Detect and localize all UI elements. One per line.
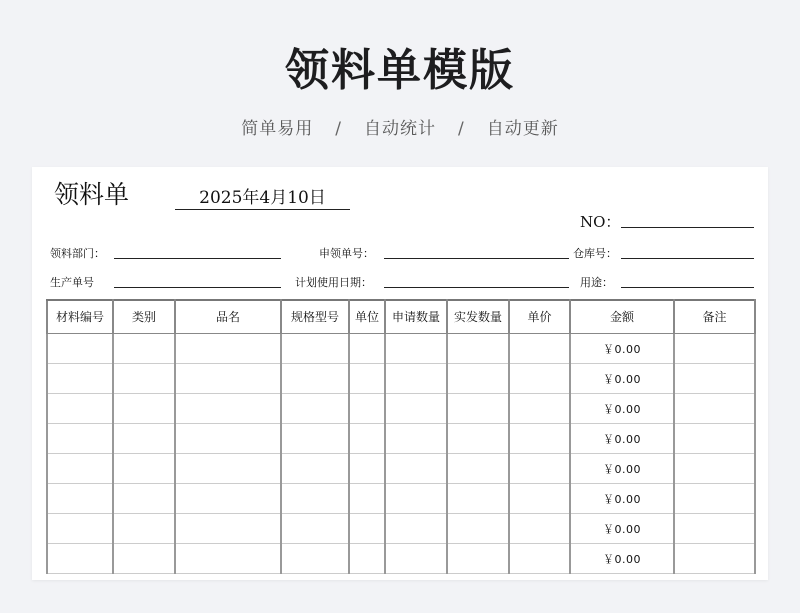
col-header-product-name: 品名 [175,300,281,334]
col-header-remarks: 备注 [674,300,755,334]
table-cell[interactable] [447,334,509,364]
table-cell[interactable] [281,484,349,514]
table-cell[interactable] [175,544,281,574]
table-cell[interactable] [175,484,281,514]
warehouse-field[interactable] [621,258,754,259]
table-cell[interactable] [113,484,175,514]
page-title: 领料单模版 [285,45,515,96]
table-cell[interactable] [113,334,175,364]
form-title: 领料单 [54,180,130,209]
table-cell[interactable] [281,364,349,394]
amount-cell[interactable]: ￥0.00 [570,544,674,574]
table-cell[interactable] [349,454,385,484]
col-header-unit: 单位 [349,300,385,334]
tag-easy-to-use: 简单易用 [241,119,314,139]
form-date[interactable]: 2025年4月10日 [175,183,350,210]
table-cell[interactable] [349,424,385,454]
table-cell[interactable] [349,364,385,394]
table-cell[interactable] [47,364,113,394]
dept-label: 领料部门： [50,247,105,260]
warehouse-label: 仓库号： [573,247,617,260]
table-cell[interactable] [113,364,175,394]
table-cell[interactable] [349,514,385,544]
table-cell[interactable] [509,364,570,394]
table-cell[interactable] [447,424,509,454]
prod-no-label: 生产单号 [50,276,94,289]
amount-cell[interactable]: ￥0.00 [570,394,674,424]
table-cell[interactable] [113,544,175,574]
table-cell[interactable] [447,394,509,424]
form-number-label: NO： [580,213,621,231]
table-cell[interactable] [447,544,509,574]
dept-field[interactable] [114,258,281,259]
tag-auto-update: 自动更新 [486,119,559,139]
table-cell[interactable] [447,514,509,544]
table-row [47,364,755,394]
table-cell[interactable] [175,394,281,424]
table-cell[interactable] [47,424,113,454]
table-cell[interactable] [509,544,570,574]
table-cell[interactable] [509,454,570,484]
table-row [47,544,755,574]
amount-cell[interactable]: ￥0.00 [570,334,674,364]
table-cell[interactable] [447,454,509,484]
col-header-spec-model: 规格型号 [281,300,349,334]
table-cell[interactable] [385,394,447,424]
purpose-field[interactable] [621,287,754,288]
col-header-requested-qty: 申请数量 [385,300,447,334]
amount-cell[interactable]: ￥0.00 [570,454,674,484]
table-cell[interactable] [674,394,755,424]
table-cell[interactable] [447,364,509,394]
col-header-material-code: 材料编号 [47,300,113,334]
table-cell[interactable] [113,454,175,484]
table-cell[interactable] [281,424,349,454]
table-cell[interactable] [349,334,385,364]
table-cell[interactable] [47,454,113,484]
form-card [32,167,768,580]
table-cell[interactable] [113,514,175,544]
table-cell[interactable] [509,514,570,544]
table-cell[interactable] [349,544,385,574]
table-row [47,484,755,514]
table-cell[interactable] [385,484,447,514]
table-cell[interactable] [509,424,570,454]
table-cell[interactable] [175,334,281,364]
amount-cell[interactable]: ￥0.00 [570,364,674,394]
materials-table [46,299,756,574]
table-row [47,424,755,454]
table-cell[interactable] [281,544,349,574]
table-cell[interactable] [281,394,349,424]
table-cell[interactable] [385,424,447,454]
table-cell[interactable] [281,334,349,364]
amount-cell[interactable]: ￥0.00 [570,424,674,454]
table-cell[interactable] [385,454,447,484]
plan-date-field[interactable] [384,287,569,288]
table-cell[interactable] [385,514,447,544]
col-header-amount: 金额 [570,300,674,334]
col-header-unit-price: 单价 [509,300,570,334]
table-cell[interactable] [509,484,570,514]
table-cell[interactable] [281,454,349,484]
table-cell[interactable] [447,484,509,514]
plan-date-label: 计划使用日期： [295,276,372,289]
amount-cell[interactable]: ￥0.00 [570,514,674,544]
amount-cell[interactable]: ￥0.00 [570,484,674,514]
feature-tags [0,114,800,139]
apply-no-field[interactable] [384,258,569,259]
table-cell[interactable] [385,334,447,364]
table-row [47,334,755,364]
table-cell[interactable] [674,484,755,514]
table-cell[interactable] [674,454,755,484]
table-cell[interactable] [349,484,385,514]
col-header-issued-qty: 实发数量 [447,300,509,334]
table-cell[interactable] [281,514,349,544]
table-row [47,514,755,544]
table-cell[interactable] [509,334,570,364]
apply-no-label: 申领单号： [319,247,374,260]
col-header-category: 类别 [113,300,175,334]
tag-separator: / [458,119,465,139]
table-cell[interactable] [349,394,385,424]
table-cell[interactable] [175,454,281,484]
table-cell[interactable] [47,334,113,364]
tag-separator: / [335,119,342,139]
table-cell[interactable] [113,394,175,424]
form-number-field[interactable] [621,227,754,228]
prod-no-field[interactable] [114,287,281,288]
table-cell[interactable] [47,484,113,514]
table-cell[interactable] [674,364,755,394]
table-cell[interactable] [113,424,175,454]
table-cell[interactable] [674,544,755,574]
table-cell[interactable] [175,424,281,454]
table-cell[interactable] [47,394,113,424]
table-cell[interactable] [175,514,281,544]
table-row [47,394,755,424]
table-cell[interactable] [47,514,113,544]
table-cell[interactable] [509,394,570,424]
table-header-row [47,300,755,334]
purpose-label: 用途： [580,276,613,289]
table-cell[interactable] [674,424,755,454]
table-cell[interactable] [385,364,447,394]
table-cell[interactable] [385,544,447,574]
table-cell[interactable] [47,544,113,574]
table-row [47,454,755,484]
table-cell[interactable] [674,514,755,544]
tag-auto-stats: 自动统计 [364,119,436,139]
table-cell[interactable] [674,334,755,364]
table-cell[interactable] [175,364,281,394]
